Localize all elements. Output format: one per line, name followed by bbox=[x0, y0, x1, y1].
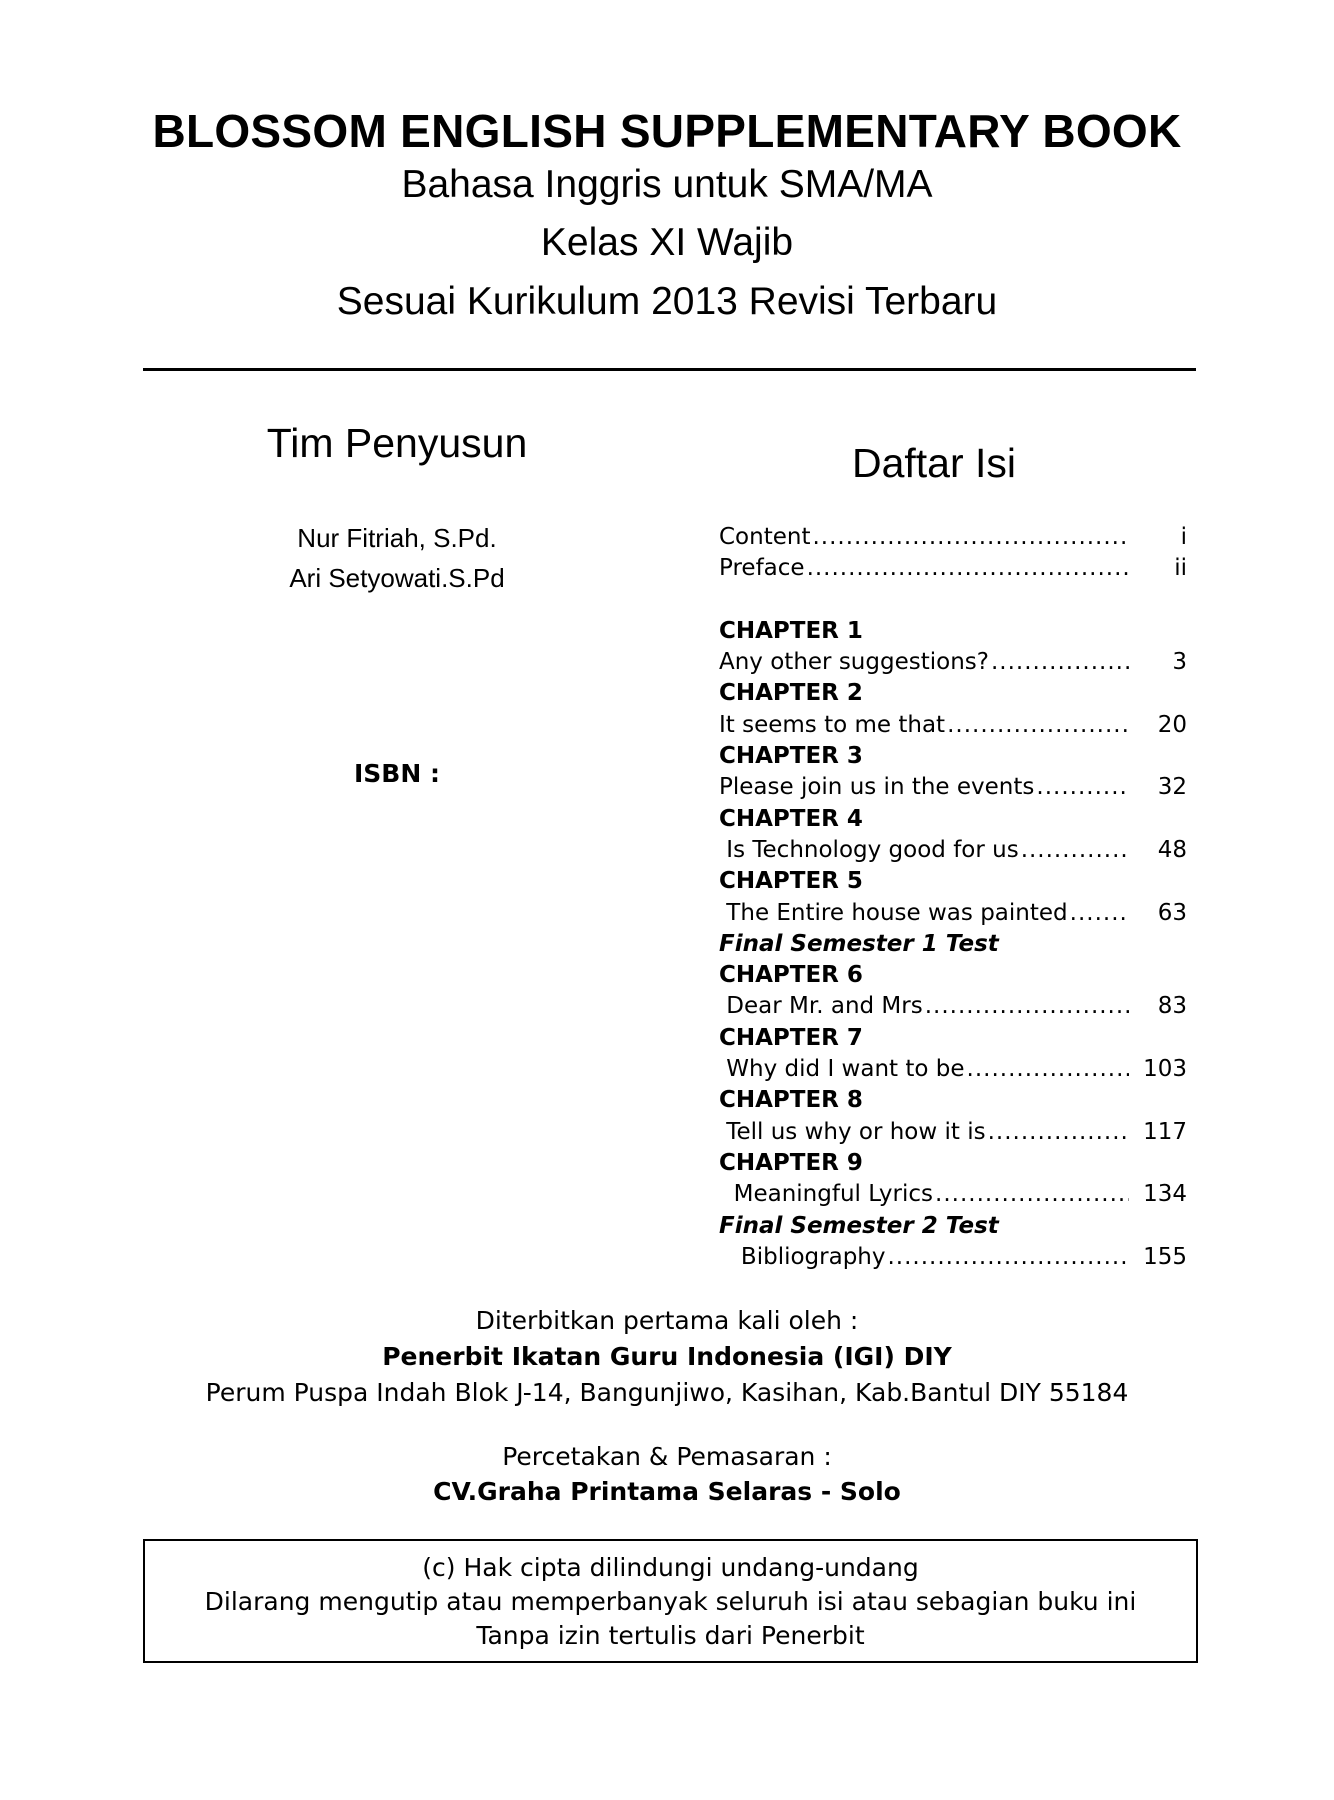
dot-leader bbox=[988, 1117, 1129, 1148]
publisher-address: Perum Puspa Indah Blok J-14, Bangunjiwo, Kasihan, Kab.Bantul DIY 55184 bbox=[205, 1378, 1129, 1407]
dot-leader bbox=[925, 991, 1129, 1022]
toc-chapter-heading bbox=[719, 804, 1187, 835]
toc-entry bbox=[719, 1179, 1187, 1210]
book-title: BLOSSOM ENGLISH SUPPLEMENTARY BOOK bbox=[152, 105, 1182, 157]
copyright-line: (c) Hak cipta dilindungi undang-undang bbox=[422, 1553, 919, 1582]
toc-label: CHAPTER 2 bbox=[719, 680, 863, 707]
toc-page-number: 117 bbox=[1143, 1118, 1187, 1145]
toc-label: Any other suggestions? bbox=[719, 649, 989, 676]
toc-chapter-heading bbox=[719, 678, 1187, 709]
toc-page-number: 20 bbox=[1157, 711, 1187, 738]
toc-heading: Daftar Isi bbox=[851, 440, 1017, 486]
subtitle: Bahasa Inggris untuk SMA/MA bbox=[401, 163, 933, 206]
copyright-box bbox=[143, 1539, 1198, 1663]
toc-label: CHAPTER 6 bbox=[719, 962, 863, 989]
dot-leader bbox=[991, 647, 1129, 678]
toc-label: Is Technology good for us bbox=[719, 836, 1019, 863]
toc-chapter-heading bbox=[719, 1023, 1187, 1054]
toc-page-number: 32 bbox=[1157, 774, 1187, 801]
toc-label: Tell us why or how it is bbox=[719, 1118, 986, 1145]
toc-label: Final Semester 2 Test bbox=[719, 1212, 999, 1239]
toc-final-test bbox=[719, 1211, 1187, 1242]
toc-page-number: 83 bbox=[1157, 993, 1187, 1020]
publisher-name: Penerbit Ikatan Guru Indonesia (IGI) DIY bbox=[382, 1342, 952, 1371]
toc-label: Content bbox=[719, 524, 811, 550]
toc-label: Dear Mr. and Mrs bbox=[719, 993, 923, 1020]
toc-entry bbox=[719, 835, 1187, 866]
isbn-label: ISBN : bbox=[354, 759, 440, 788]
toc-page-number: 103 bbox=[1143, 1056, 1187, 1083]
toc-label: CHAPTER 4 bbox=[719, 805, 863, 832]
toc-entry bbox=[719, 522, 1187, 553]
toc-label: Why did I want to be bbox=[719, 1056, 965, 1083]
dot-leader bbox=[935, 1179, 1129, 1210]
toc-label: CHAPTER 8 bbox=[719, 1087, 863, 1114]
publisher-intro: Diterbitkan pertama kali oleh : bbox=[475, 1306, 859, 1335]
authors-heading: Tim Penyusun bbox=[266, 420, 528, 466]
class-level: Kelas XI Wajib bbox=[540, 221, 794, 264]
dot-leader bbox=[807, 553, 1129, 584]
toc-page-number: 155 bbox=[1143, 1243, 1187, 1270]
dot-leader bbox=[967, 1054, 1129, 1085]
toc-final-test bbox=[719, 929, 1187, 960]
toc-chapter-heading bbox=[719, 1148, 1187, 1179]
toc-label: Final Semester 1 Test bbox=[719, 930, 999, 957]
toc-entry bbox=[719, 710, 1187, 741]
toc-label: Preface bbox=[719, 555, 805, 582]
table-of-contents bbox=[719, 522, 1187, 1273]
toc-label: CHAPTER 3 bbox=[719, 743, 863, 770]
toc-chapter-heading bbox=[719, 616, 1187, 647]
toc-entry bbox=[719, 1117, 1187, 1148]
copyright-line: Dilarang mengutip atau memperbanyak seluruh isi atau sebagian buku ini bbox=[204, 1587, 1137, 1616]
toc-label: CHAPTER 9 bbox=[719, 1149, 863, 1176]
dot-leader bbox=[1036, 772, 1129, 803]
toc-chapter-heading bbox=[719, 960, 1187, 991]
spacer bbox=[719, 585, 1187, 616]
copyright-line: Tanpa izin tertulis dari Penerbit bbox=[476, 1621, 865, 1650]
toc-label: The Entire house was painted bbox=[719, 899, 1068, 926]
dot-leader bbox=[1070, 898, 1129, 929]
toc-label: CHAPTER 1 bbox=[719, 617, 863, 644]
dot-leader bbox=[812, 522, 1129, 553]
toc-page-number: 63 bbox=[1157, 899, 1187, 926]
toc-label: CHAPTER 5 bbox=[719, 868, 863, 895]
toc-label: Bibliography bbox=[719, 1243, 886, 1270]
curriculum: Sesuai Kurikulum 2013 Revisi Terbaru bbox=[336, 280, 998, 323]
printer-name: CV.Graha Printama Selaras - Solo bbox=[433, 1477, 901, 1506]
author-name: Ari Setyowati.S.Pd bbox=[289, 563, 505, 593]
toc-label: It seems to me that bbox=[719, 711, 946, 738]
toc-label: Meaningful Lyrics bbox=[719, 1181, 934, 1208]
toc-label: CHAPTER 7 bbox=[719, 1024, 863, 1051]
toc-page-number: 3 bbox=[1172, 649, 1187, 676]
divider bbox=[143, 368, 1196, 371]
toc-page-number: ii bbox=[1174, 555, 1187, 582]
dot-leader bbox=[888, 1242, 1130, 1273]
toc-entry bbox=[719, 898, 1187, 929]
dot-leader bbox=[947, 710, 1129, 741]
toc-entry bbox=[719, 647, 1187, 678]
toc-page-number: 134 bbox=[1143, 1181, 1187, 1208]
author-name: Nur Fitriah, S.Pd. bbox=[297, 523, 497, 553]
toc-chapter-heading bbox=[719, 866, 1187, 897]
toc-entry bbox=[719, 1054, 1187, 1085]
toc-entry bbox=[719, 1242, 1187, 1273]
toc-page-number: i bbox=[1180, 524, 1187, 550]
toc-chapter-heading bbox=[719, 741, 1187, 772]
toc-entry bbox=[719, 772, 1187, 803]
toc-entry bbox=[719, 553, 1187, 584]
printing-intro: Percetakan & Pemasaran : bbox=[502, 1442, 832, 1471]
toc-chapter-heading bbox=[719, 1085, 1187, 1116]
toc-label: Please join us in the events bbox=[719, 774, 1035, 801]
dot-leader bbox=[1021, 835, 1129, 866]
toc-page-number: 48 bbox=[1157, 836, 1187, 863]
toc-entry bbox=[719, 991, 1187, 1022]
